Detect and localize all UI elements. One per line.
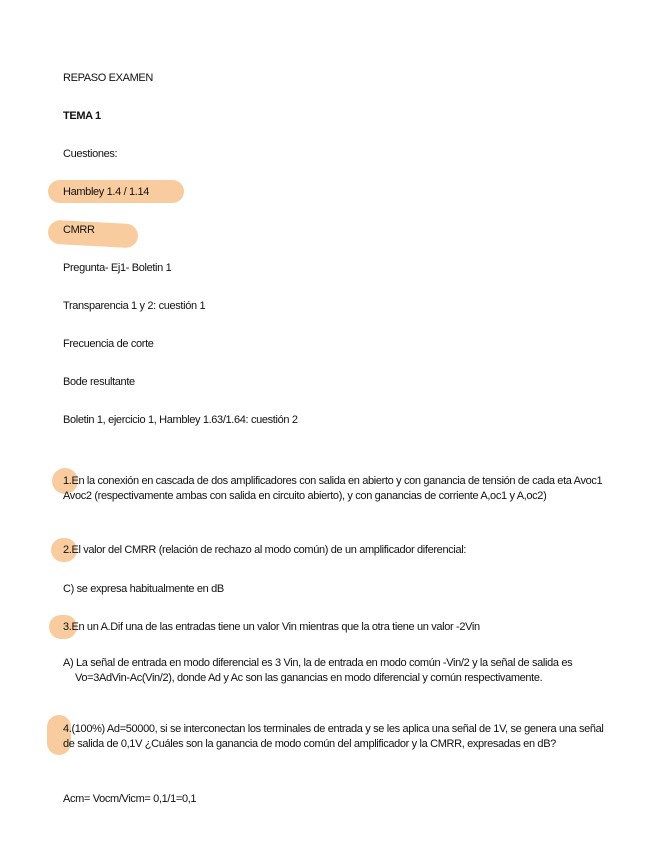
question-3: 3.En un A.Dif una de las entradas tiene un valor Vin mientras que la otra tiene un valor -2Vin [63,621,480,633]
topic-heading: TEMA 1 [63,110,101,122]
list-item: Transparencia 1 y 2: cuestión 1 [63,300,206,312]
answer-3: A) La señal de entrada en modo diferencial es 3 Vin, la de entrada en modo común -Vin/2 y la señal de salida es Vo=3AdVin-Ac(Vin/2), donde Ad y Ac son las ganancias en modo diferencial y común respectivamente. [63,657,573,684]
question-2: 2.El valor del CMRR (relación de rechazo al modo común) de un amplificador diferencial: [63,544,467,556]
list-item: Hambley 1.4 / 1.14 [63,186,150,198]
list-item: Boletin 1, ejercicio 1, Hambley 1.63/1.64: cuestión 2 [63,414,298,426]
list-item: Frecuencia de corte [63,338,154,350]
list-item: Bode resultante [63,376,135,388]
answer-2: C) se expresa habitualmente en dB [63,583,224,595]
doc-title: REPASO EXAMEN [63,72,153,84]
questions-label: Cuestiones: [63,148,118,160]
list-item: CMRR [63,224,95,236]
list-item: Pregunta- Ej1- Boletin 1 [63,262,172,274]
question-1: 1.En la conexión en cascada de dos amplificadores con salida en abierto y con ganancia de tensión de cada eta Avoc1 Avoc2 (respectivamente ambas con salida en circuito abierto), y con ganancias de corriente A,oc1 y A,oc2) [63,475,603,502]
question-4: 4.(100%) Ad=50000, si se interconectan los terminales de entrada y se les aplica una señal de 1V, se genera una señal de salida de 0,1V ¿Cuáles son la ganancia de modo común del amplificador y la CMRR, expresadas en dB? [63,723,604,750]
answer-4: Acm= Vocm/Vicm= 0,1/1=0,1 [63,793,197,805]
